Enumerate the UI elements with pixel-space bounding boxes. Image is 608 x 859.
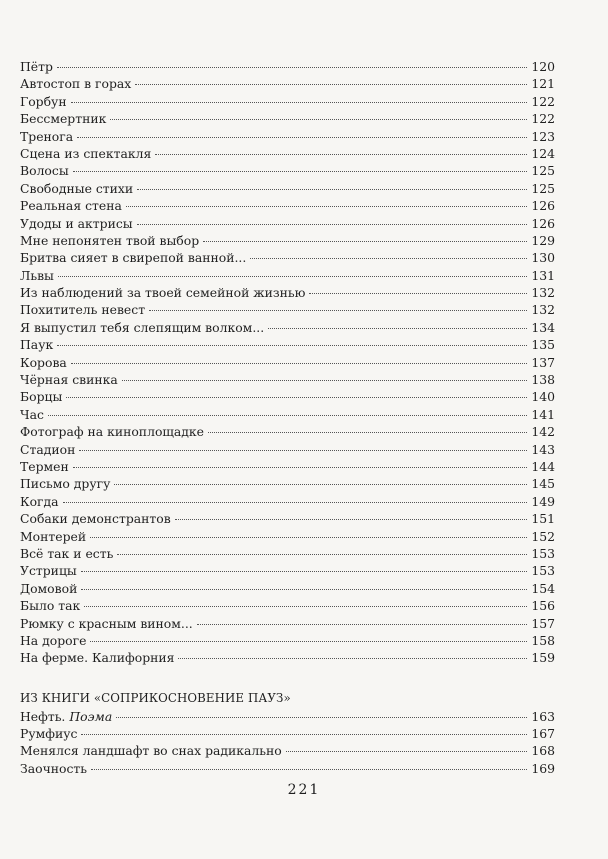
entry-title <box>20 162 69 179</box>
entry-title <box>20 284 305 301</box>
entry-title-text: Всё так и есть <box>20 545 114 561</box>
toc-entry <box>20 249 555 266</box>
entry-title <box>20 441 75 458</box>
entry-page-number: 159 <box>531 650 555 666</box>
entry-title-text: Борцы <box>20 389 63 405</box>
entry-title <box>20 580 77 597</box>
toc-entry <box>20 284 555 301</box>
entry-title <box>20 180 133 197</box>
toc-entry <box>20 232 555 249</box>
entry-page-number: 167 <box>531 726 555 742</box>
entry-page-number: 141 <box>531 406 555 422</box>
toc-entry <box>20 319 555 336</box>
entry-title-text: Нефть. <box>20 708 66 724</box>
entry-title-text: Я выпустил тебя слепящим волком... <box>20 319 265 335</box>
entry-title-text: Удоды и актрисы <box>20 215 133 231</box>
entry-page-number: 132 <box>531 302 555 318</box>
dot-leader <box>90 641 527 642</box>
entry-page-number: 122 <box>531 93 555 109</box>
dot-leader <box>81 589 527 590</box>
entry-title <box>20 406 44 423</box>
toc-entry <box>20 597 555 614</box>
entry-title-text: Рюмку с красным вином... <box>20 615 193 631</box>
entry-title-text: Из наблюдений за твоей семейной жизнью <box>20 285 306 301</box>
entry-title-text: Мне непонятен твой выбор <box>20 232 200 248</box>
dot-leader <box>203 241 527 242</box>
entry-page-number: 158 <box>531 632 555 648</box>
entry-page-number: 122 <box>531 111 555 127</box>
toc-entry <box>20 406 555 423</box>
toc-list <box>20 58 555 667</box>
toc-entry <box>20 742 555 759</box>
dot-leader <box>110 119 527 120</box>
entry-page-number: 156 <box>531 598 555 614</box>
toc-entry <box>20 110 555 127</box>
toc-entry <box>20 267 555 284</box>
entry-page-number: 154 <box>531 580 555 596</box>
dot-leader <box>309 293 527 294</box>
entry-page-number: 138 <box>531 372 555 388</box>
entry-title <box>20 249 246 266</box>
entry-page-number: 134 <box>531 319 555 335</box>
dot-leader <box>91 769 527 770</box>
entry-title-text: Заочность <box>20 760 88 776</box>
entry-title-text: Было так <box>20 598 81 614</box>
toc-entry <box>20 580 555 597</box>
entry-title <box>20 545 113 562</box>
entry-page-number: 153 <box>531 545 555 561</box>
entry-title-text: Реальная стена <box>20 198 122 214</box>
entry-title-text: Когда <box>20 493 59 509</box>
dot-leader <box>122 380 528 381</box>
entry-title <box>20 760 87 777</box>
dot-leader <box>250 258 527 259</box>
toc-entry <box>20 301 555 318</box>
entry-title-text: Горбун <box>20 93 67 109</box>
dot-leader <box>286 751 528 752</box>
entry-page-number: 140 <box>531 389 555 405</box>
entry-title <box>20 145 151 162</box>
dot-leader <box>81 734 527 735</box>
entry-title-text: Бритва сияет в свирепой ванной... <box>20 250 247 266</box>
entry-title-text: Тренога <box>20 128 74 144</box>
entry-title <box>20 58 53 75</box>
entry-title <box>20 510 171 527</box>
toc-entry <box>20 388 555 405</box>
entry-title-text: Паук <box>20 337 54 353</box>
dot-leader <box>114 484 527 485</box>
dot-leader <box>71 102 528 103</box>
toc-entry <box>20 632 555 649</box>
dot-leader <box>208 432 527 433</box>
entry-title <box>20 649 174 666</box>
toc-entry <box>20 725 555 742</box>
entry-title-text: Свободные стихи <box>20 180 134 196</box>
dot-leader <box>137 189 527 190</box>
dot-leader <box>135 84 527 85</box>
dot-leader <box>77 137 527 138</box>
entry-title-text: На ферме. Калифорния <box>20 650 175 666</box>
entry-title-text: Устрицы <box>20 563 77 579</box>
entry-title-text: Домовой <box>20 580 78 596</box>
entry-title-text: Бессмертник <box>20 111 107 127</box>
entry-title <box>20 528 86 545</box>
toc-entry <box>20 354 555 371</box>
entry-title-text: Сцена из спектакля <box>20 145 152 161</box>
entry-title <box>20 615 193 632</box>
entry-title <box>20 725 77 742</box>
toc-entry <box>20 180 555 197</box>
entry-title-text: На дороге <box>20 632 87 648</box>
dot-leader <box>63 502 528 503</box>
entry-page-number: 131 <box>531 267 555 283</box>
entry-page-number: 144 <box>531 458 555 474</box>
toc-entry <box>20 93 555 110</box>
entry-title <box>20 388 62 405</box>
entry-page-number: 143 <box>531 441 555 457</box>
entry-subtitle: Поэма <box>69 708 113 724</box>
dot-leader <box>175 519 528 520</box>
entry-title <box>20 708 112 725</box>
entry-title <box>20 319 264 336</box>
dot-leader <box>57 67 527 68</box>
entry-title-text: Стадион <box>20 441 76 457</box>
dot-leader <box>48 415 527 416</box>
toc-entry <box>20 545 555 562</box>
entry-page-number: 125 <box>531 180 555 196</box>
entry-title <box>20 336 53 353</box>
entry-title <box>20 632 86 649</box>
entry-title-text: Похититель невест <box>20 302 146 318</box>
entry-title-text: Термен <box>20 458 69 474</box>
toc-entry <box>20 441 555 458</box>
dot-leader <box>71 363 528 364</box>
toc-entry <box>20 615 555 632</box>
entry-title <box>20 371 118 388</box>
entry-title-text: Чёрная свинка <box>20 372 118 388</box>
entry-page-number: 142 <box>531 424 555 440</box>
entry-page-number: 126 <box>531 198 555 214</box>
entry-title <box>20 232 199 249</box>
entry-title <box>20 197 122 214</box>
entry-title-text: Письмо другу <box>20 476 111 492</box>
toc-entry <box>20 145 555 162</box>
entry-title <box>20 110 106 127</box>
entry-title-text: Собаки демонстрантов <box>20 511 171 527</box>
entry-title-text: Час <box>20 406 44 422</box>
entry-title <box>20 301 145 318</box>
entry-title-text: Румфиус <box>20 726 78 742</box>
entry-page-number: 123 <box>531 128 555 144</box>
dot-leader <box>178 658 527 659</box>
toc-entry <box>20 562 555 579</box>
entry-title <box>20 742 282 759</box>
entry-page-number: 151 <box>531 511 555 527</box>
toc-entry <box>20 336 555 353</box>
dot-leader <box>268 328 527 329</box>
entry-page-number: 157 <box>531 615 555 631</box>
toc-entry <box>20 371 555 388</box>
entry-title-text: Автостоп в горах <box>20 76 132 92</box>
entry-title <box>20 475 110 492</box>
entry-title <box>20 562 77 579</box>
entry-page-number: 149 <box>531 493 555 509</box>
dot-leader <box>66 397 527 398</box>
toc-entry <box>20 423 555 440</box>
dot-leader <box>137 224 528 225</box>
entry-title <box>20 128 73 145</box>
dot-leader <box>149 310 527 311</box>
toc-entry <box>20 162 555 179</box>
entry-page-number: 121 <box>531 76 555 92</box>
entry-page-number: 126 <box>531 215 555 231</box>
dot-leader <box>116 717 527 718</box>
dot-leader <box>126 206 527 207</box>
toc-entry <box>20 215 555 232</box>
toc-entry <box>20 58 555 75</box>
entry-title <box>20 354 67 371</box>
section-toc-list <box>20 708 555 778</box>
entry-title <box>20 493 59 510</box>
dot-leader <box>197 624 528 625</box>
entry-title-text: Львы <box>20 267 54 283</box>
toc-entry <box>20 197 555 214</box>
dot-leader <box>73 171 528 172</box>
entry-page-number: 120 <box>531 59 555 74</box>
dot-leader <box>90 537 527 538</box>
toc-entry <box>20 128 555 145</box>
entry-page-number: 129 <box>531 232 555 248</box>
entry-page-number: 125 <box>531 163 555 179</box>
entry-title <box>20 458 69 475</box>
dot-leader <box>84 606 527 607</box>
toc-entry <box>20 493 555 510</box>
dot-leader <box>79 450 527 451</box>
entry-title-text: Корова <box>20 354 67 370</box>
section-header: ИЗ КНИГИ «СОПРИКОСНОВЕНИЕ ПАУЗ» <box>20 690 291 705</box>
entry-title <box>20 423 204 440</box>
entry-title-text: Монтерей <box>20 528 87 544</box>
dot-leader <box>117 554 527 555</box>
dot-leader <box>58 276 527 277</box>
toc-entry <box>20 458 555 475</box>
entry-title <box>20 93 67 110</box>
entry-page-number: 153 <box>531 563 555 579</box>
toc-entry <box>20 510 555 527</box>
dot-leader <box>155 154 527 155</box>
entry-page-number: 145 <box>531 476 555 492</box>
toc-entry <box>20 75 555 92</box>
toc-entry <box>20 528 555 545</box>
entry-page-number: 137 <box>531 354 555 370</box>
entry-page-number: 124 <box>531 145 555 161</box>
page-number: 221 <box>287 782 321 798</box>
entry-title <box>20 597 80 614</box>
entry-title-text: Фотограф на киноплощадке <box>20 424 205 440</box>
table-of-contents <box>20 58 555 777</box>
dot-leader <box>73 467 528 468</box>
entry-title-text: Пётр <box>20 59 53 74</box>
entry-page-number: 168 <box>531 743 555 759</box>
entry-page-number: 132 <box>531 285 555 301</box>
entry-page-number: 169 <box>531 760 555 776</box>
entry-page-number: 163 <box>531 708 555 724</box>
dot-leader <box>81 571 528 572</box>
toc-entry <box>20 475 555 492</box>
entry-title <box>20 215 133 232</box>
toc-entry <box>20 649 555 666</box>
entry-page-number: 152 <box>531 528 555 544</box>
entry-title-text: Менялся ландшафт во снах радикально <box>20 743 282 759</box>
entry-page-number: 130 <box>531 250 555 266</box>
entry-title-text: Волосы <box>20 163 69 179</box>
entry-page-number: 135 <box>531 337 555 353</box>
dot-leader <box>57 345 527 346</box>
entry-title <box>20 75 131 92</box>
toc-entry <box>20 708 555 725</box>
toc-entry <box>20 760 555 777</box>
entry-title <box>20 267 54 284</box>
